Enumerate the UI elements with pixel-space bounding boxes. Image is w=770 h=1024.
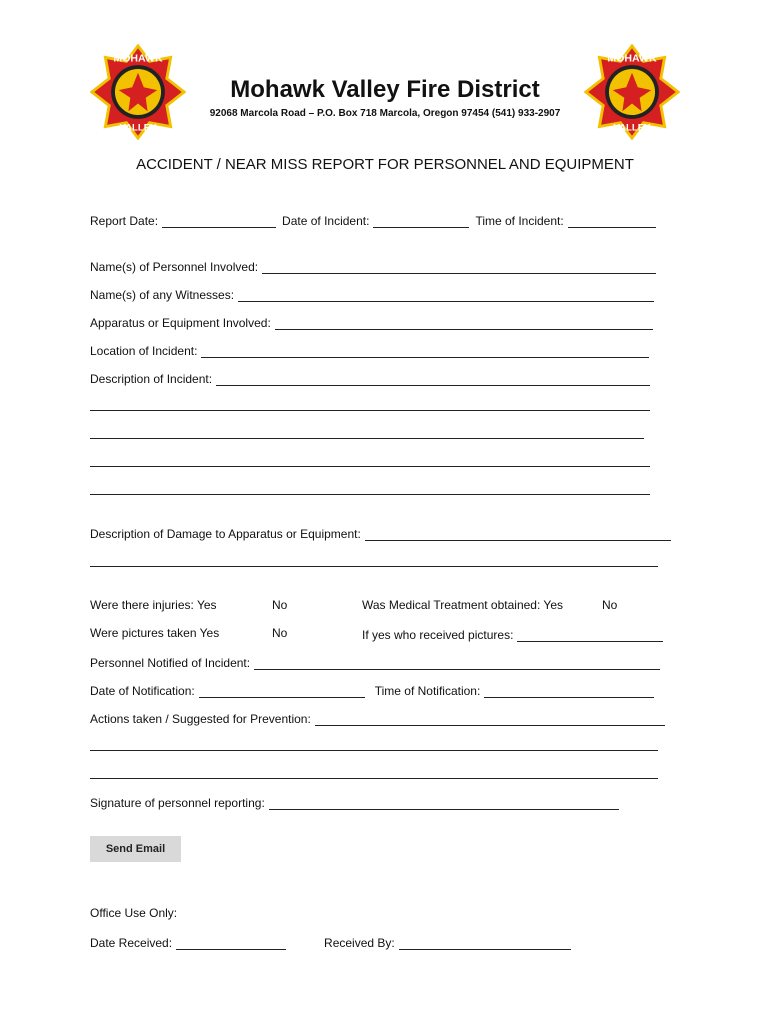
description-line-2[interactable] (90, 438, 644, 439)
actions-line-2[interactable] (90, 778, 658, 779)
personnel-involved-field[interactable] (262, 261, 656, 274)
pictures-who-field[interactable] (517, 629, 663, 642)
damage-label: Description of Damage to Apparatus or Equipment: (90, 527, 361, 541)
description-label: Description of Incident: (90, 372, 213, 386)
witnesses-field[interactable] (238, 289, 654, 302)
apparatus-row (90, 312, 653, 330)
actions-label: Actions taken / Suggested for Prevention: (90, 712, 311, 726)
time-of-incident-field[interactable] (568, 215, 656, 228)
actions-field[interactable] (315, 713, 665, 726)
received-by-label: Received By: (324, 936, 395, 950)
date-of-incident-field[interactable] (373, 215, 469, 228)
report-date-label: Report Date: (90, 214, 159, 228)
time-of-notification-label: Time of Notification: (374, 684, 481, 698)
signature-row (90, 792, 619, 810)
page-title: Mohawk Valley Fire District (230, 76, 540, 103)
personnel-notified-row (90, 652, 660, 670)
medical-no-option[interactable]: No (602, 598, 618, 612)
injuries-no-option[interactable]: No (272, 598, 288, 612)
description-field[interactable] (216, 373, 650, 386)
witnesses-row (90, 284, 654, 302)
pictures-question[interactable]: Were pictures taken Yes (90, 626, 220, 640)
date-received-field[interactable] (176, 937, 286, 950)
notification-row (90, 680, 654, 698)
pictures-who-label: If yes who received pictures: (362, 628, 514, 642)
time-of-incident-label: Time of Incident: (475, 214, 564, 228)
witnesses-label: Name(s) of any Witnesses: (90, 288, 235, 302)
date-row (90, 210, 656, 228)
received-by-field[interactable] (399, 937, 571, 950)
injuries-question[interactable]: Were there injuries: Yes (90, 598, 217, 612)
svg-text:MOHAWK: MOHAWK (113, 52, 163, 65)
personnel-notified-field[interactable] (254, 657, 660, 670)
pictures-no-option[interactable]: No (272, 626, 288, 640)
description-row (90, 368, 650, 386)
location-row (90, 340, 649, 358)
send-email-button[interactable]: Send Email (90, 836, 181, 862)
signature-field[interactable] (269, 797, 619, 810)
damage-line-1[interactable] (90, 566, 658, 567)
apparatus-field[interactable] (275, 317, 653, 330)
description-line-4[interactable] (90, 494, 650, 495)
date-of-notification-field[interactable] (199, 685, 365, 698)
district-address: 92068 Marcola Road – P.O. Box 718 Marcola, Oregon 97454 (541) 933-2907 (209, 108, 561, 119)
personnel-row (90, 256, 656, 274)
date-of-notification-label: Date of Notification: (90, 684, 195, 698)
actions-row (90, 708, 665, 726)
medical-question[interactable]: Was Medical Treatment obtained: Yes (362, 598, 563, 612)
personnel-involved-label: Name(s) of Personnel Involved: (90, 260, 259, 274)
description-line-3[interactable] (90, 466, 650, 467)
time-of-notification-field[interactable] (484, 685, 654, 698)
damage-field[interactable] (365, 528, 671, 541)
svg-text:VALLEY: VALLEY (119, 122, 157, 134)
date-received-label: Date Received: (90, 936, 173, 950)
svg-text:MOHAWK: MOHAWK (607, 52, 657, 65)
damage-row (90, 523, 671, 541)
signature-label: Signature of personnel reporting: (90, 796, 265, 810)
location-label: Location of Incident: (90, 344, 198, 358)
office-use-label: Office Use Only: (90, 906, 178, 920)
svg-text:VALLEY: VALLEY (613, 122, 651, 134)
pictures-who-row (362, 624, 663, 642)
location-field[interactable] (201, 345, 649, 358)
form-title: ACCIDENT / NEAR MISS REPORT FOR PERSONNEL AND EQUIPMENT (136, 156, 634, 173)
report-date-field[interactable] (162, 215, 276, 228)
apparatus-label: Apparatus or Equipment Involved: (90, 316, 271, 330)
date-of-incident-label: Date of Incident: (282, 214, 370, 228)
office-row (90, 932, 571, 950)
personnel-notified-label: Personnel Notified of Incident: (90, 656, 251, 670)
description-line-1[interactable] (90, 410, 650, 411)
actions-line-1[interactable] (90, 750, 658, 751)
